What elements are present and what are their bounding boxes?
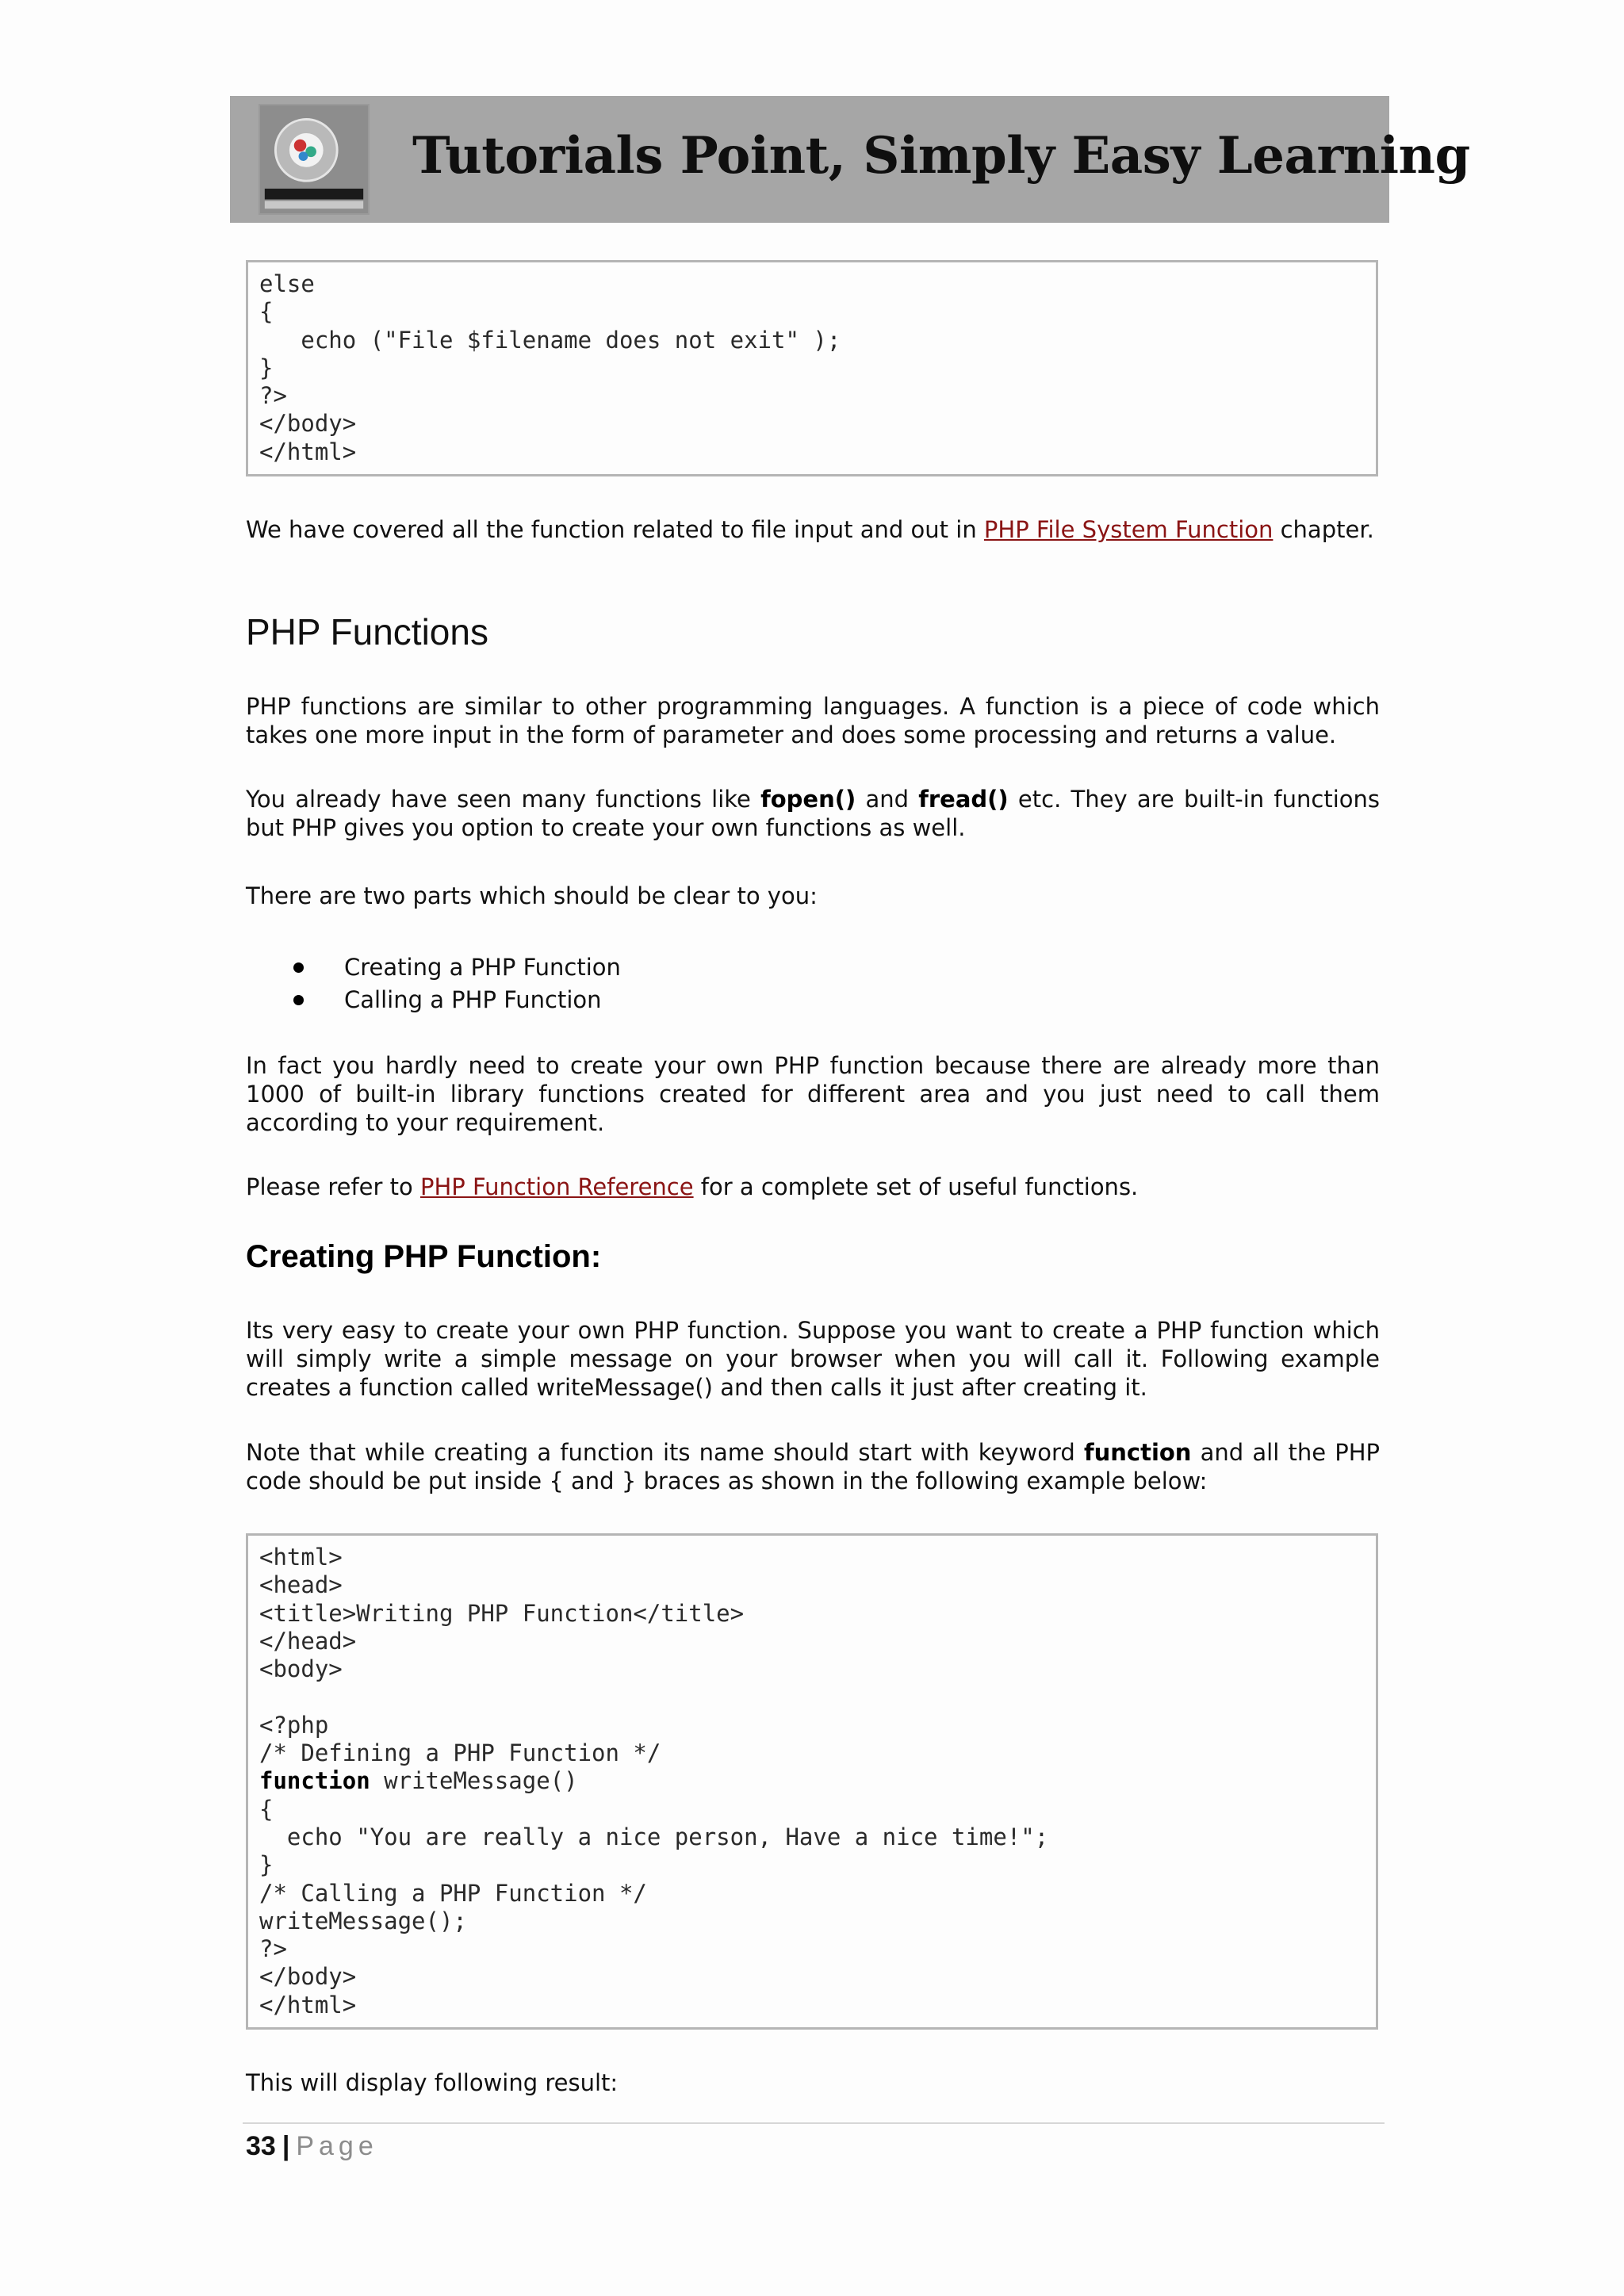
paragraph-function-keyword: [246, 1438, 1380, 1495]
page-footer: [246, 2131, 378, 2162]
code-line: /* Defining a PHP Function */: [259, 1739, 661, 1767]
function-keyword: function: [259, 1767, 370, 1795]
code-line: </html>: [259, 1991, 357, 2019]
code-line: [259, 1767, 1365, 1795]
code-line: <title>Writing PHP Function</title>: [259, 1599, 745, 1627]
paragraph-result: This will display following result:: [246, 2069, 619, 2096]
page-number: 33: [246, 2131, 276, 2161]
code-line: <head>: [259, 1571, 343, 1599]
paragraph-text: You already have seen many functions like: [246, 786, 761, 813]
logo-graphic: [260, 105, 368, 213]
php-function-reference-link[interactable]: PHP Function Reference: [419, 1173, 694, 1200]
footer-separator: |: [282, 2131, 290, 2161]
code-line: ?>: [259, 1935, 287, 1963]
list-item: [293, 951, 621, 984]
paragraph-text: Please refer to: [246, 1173, 420, 1200]
list-item: [293, 984, 621, 1016]
code-line: </head>: [259, 1627, 357, 1655]
paragraph-text: Note that while creating a function its name should start with keyword: [246, 1439, 1084, 1466]
page-header: [230, 96, 1470, 223]
code-line: <?php: [259, 1711, 329, 1739]
function-keyword: function: [1083, 1439, 1192, 1466]
paragraph-library-functions: In fact you hardly need to create your own PHP function because there are already more than 1000 of built-in library functions created for different area and you just need to call them according to your requirement.: [246, 1052, 1380, 1136]
code-line: }: [259, 1851, 274, 1879]
paragraph-creating-function: Its very easy to create your own PHP function. Suppose you want to create a PHP function which will simply write a simple message on your browser when you will call it. Following example creates a function called writeMessage() and then calls it just after creating it.: [246, 1317, 1380, 1401]
bullet-icon: [293, 995, 304, 1005]
code-line: else: [259, 270, 315, 297]
code-line: {: [259, 1795, 274, 1823]
code-line: <body>: [259, 1655, 343, 1683]
code-line: <html>: [259, 1544, 343, 1571]
list-item-label: Creating a PHP Function: [344, 954, 621, 981]
section-heading-php-functions: PHP Functions: [246, 611, 488, 652]
code-text: writeMessage(): [370, 1767, 578, 1795]
code-line: echo ("File $filename does not exit" );: [259, 326, 841, 354]
paragraph-function-reference: [246, 1173, 1380, 1201]
code-line: [259, 1683, 1365, 1711]
code-block-2: [246, 1533, 1378, 2030]
header-title: Tutorials Point, Simply Easy Learning: [412, 126, 1470, 186]
php-file-system-function-link[interactable]: PHP File System Function: [983, 516, 1274, 543]
list-item-label: Calling a PHP Function: [344, 986, 602, 1013]
code-line: writeMessage();: [259, 1907, 467, 1934]
fopen-keyword: fopen(): [760, 786, 856, 813]
paragraph-text: etc. They are built-in functions but PHP gives you option to create your own functions as well.: [246, 786, 1380, 841]
code-line: </body>: [259, 410, 357, 438]
paragraph-builtin-functions: [246, 785, 1380, 842]
fread-keyword: fread(): [918, 786, 1009, 813]
footer-divider: [243, 2122, 1385, 2124]
code-line: ?>: [259, 382, 287, 410]
code-line: </body>: [259, 1963, 357, 1991]
paragraph-file-system: [246, 515, 1380, 544]
bullet-icon: [293, 962, 304, 973]
paragraph-text: We have covered all the function related to file input and out in: [246, 516, 984, 543]
code-line: {: [259, 298, 274, 326]
code-line: echo "You are really a nice person, Have a nice time!";: [259, 1823, 1049, 1850]
page-label: Page: [296, 2131, 378, 2161]
paragraph-two-parts: There are two parts which should be clear to you:: [246, 882, 818, 909]
paragraph-text: and all the PHP code should be put inside { and } braces as shown in the following example below:: [246, 1439, 1380, 1494]
paragraph-text: for a complete set of useful functions.: [693, 1173, 1139, 1200]
bullet-list: [293, 951, 621, 1016]
code-block-1: [246, 260, 1378, 476]
code-line: }: [259, 354, 274, 381]
paragraph-intro: PHP functions are similar to other programming languages. A function is a piece of code which takes one more input in the form of parameter and does some processing and returns a value.: [246, 693, 1380, 748]
tutorials-point-logo: [259, 104, 370, 215]
paragraph-text: chapter.: [1273, 516, 1374, 543]
code-line: </html>: [259, 438, 357, 465]
paragraph-text: and: [856, 786, 919, 813]
code-line: /* Calling a PHP Function */: [259, 1879, 647, 1907]
section-heading-creating-php-function: Creating PHP Function:: [246, 1239, 602, 1274]
